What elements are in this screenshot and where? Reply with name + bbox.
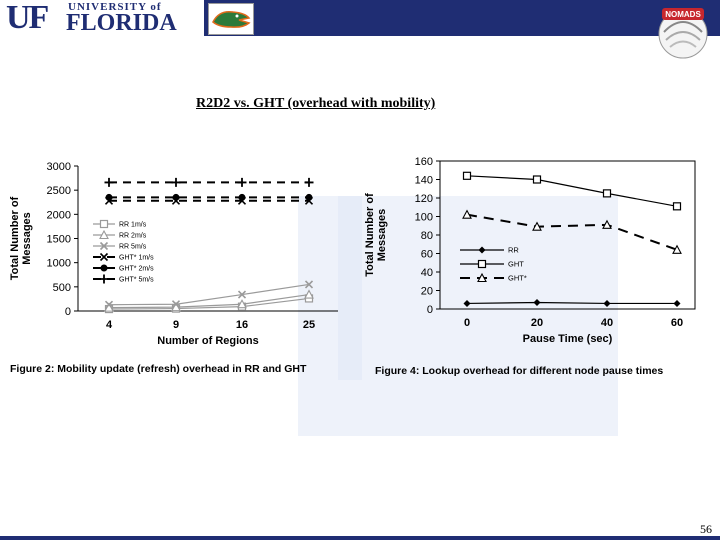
y-axis-label-line1: Total Number of [364, 193, 376, 277]
legend-marker-0 [479, 247, 486, 254]
y-tick-label: 140 [414, 174, 433, 187]
data-point-5 [172, 178, 181, 187]
x-tick-label: 16 [235, 319, 249, 331]
data-point-1 [464, 172, 471, 179]
y-tick-label: 0 [426, 304, 433, 316]
data-point-4 [306, 194, 313, 201]
x-tick-label: 60 [670, 317, 684, 329]
y-tick-label: 60 [420, 248, 433, 261]
data-point-4 [239, 194, 246, 201]
y-tick-label: 20 [420, 285, 433, 298]
y-tick-label: 160 [414, 156, 433, 168]
nomads-logo-icon [654, 2, 712, 62]
legend-marker-5 [100, 275, 109, 284]
y-tick-label: 100 [414, 211, 433, 224]
x-tick-label: 0 [463, 317, 471, 329]
uf-logo-florida: FLORIDA [66, 10, 177, 36]
y-tick-label: 120 [414, 193, 433, 205]
y-tick-label: 500 [52, 281, 71, 294]
data-point-0 [534, 299, 541, 306]
footer-bar [0, 536, 720, 540]
y-tick-label: 3000 [46, 161, 71, 173]
legend-label-4: GHT* 2m/s [119, 265, 154, 273]
x-axis-label: Number of Regions [157, 335, 259, 347]
plot-area [440, 161, 695, 309]
legend-marker-4 [101, 265, 108, 272]
y-tick-label: 2000 [46, 209, 71, 222]
data-point-5 [105, 178, 114, 187]
slide-title: R2D2 vs. GHT (overhead with mobility) [196, 96, 436, 111]
x-tick-label: 9 [172, 319, 180, 331]
data-point-5 [305, 178, 314, 187]
gator-logo-icon [208, 3, 254, 35]
series-line-1 [467, 176, 677, 207]
uf-logo-university-of: UNIVERSITY of [68, 1, 162, 13]
series-line-1 [109, 295, 309, 308]
x-tick-label: 25 [302, 319, 316, 331]
data-point-4 [106, 194, 113, 201]
legend-label-1: GHT [508, 259, 524, 269]
header-bar [0, 0, 720, 36]
y-axis-label-line2: Messages [21, 212, 33, 265]
y-tick-label: 0 [64, 306, 71, 318]
data-point-5 [238, 178, 247, 187]
series-line-0 [467, 303, 677, 304]
series-line-2 [467, 215, 677, 250]
legend-marker-3 [101, 254, 108, 261]
legend-label-0: RR 1m/s [119, 221, 147, 229]
y-tick-label: 80 [420, 230, 433, 242]
x-tick-label: 40 [600, 317, 614, 329]
legend-marker-0 [101, 221, 108, 228]
y-tick-label: 40 [420, 267, 433, 279]
data-point-1 [534, 176, 541, 183]
y-tick-label: 2500 [46, 185, 71, 198]
x-tick-label: 20 [530, 317, 544, 329]
legend-label-5: GHT* 5m/s [119, 276, 154, 284]
legend-label-1: RR 2m/s [119, 232, 147, 240]
y-tick-label: 1500 [46, 233, 71, 246]
x-tick-label: 4 [105, 319, 113, 331]
data-point-0 [464, 300, 471, 307]
uf-logo-mark: UF [6, 0, 48, 36]
x-axis-label: Pause Time (sec) [522, 333, 613, 345]
figure-2-chart [5, 157, 350, 382]
data-point-0 [604, 300, 611, 307]
legend-label-2: RR 5m/s [119, 243, 147, 251]
data-point-1 [674, 203, 681, 210]
data-point-0 [674, 300, 681, 307]
legend-label-0: RR [508, 245, 519, 255]
legend-label-2: GHT* [508, 273, 527, 283]
legend-marker-1 [479, 261, 486, 268]
figure-4-chart [360, 152, 705, 377]
page-number: 56 [700, 522, 712, 536]
figure-caption: Figure 4: Lookup overhead for different node pause times [375, 365, 664, 377]
y-axis-label-line2: Messages [376, 208, 388, 262]
nomads-logo-text: NOMADS [665, 10, 701, 19]
data-point-1 [604, 190, 611, 197]
data-point-4 [173, 194, 180, 201]
uf-logo [0, 0, 204, 36]
legend-label-3: GHT* 1m/s [119, 254, 154, 262]
data-point-1 [305, 291, 313, 299]
figure-caption: Figure 2: Mobility update (refresh) overhead in RR and GHT [10, 363, 307, 375]
y-axis-label-line1: Total Number of [9, 196, 21, 281]
y-tick-label: 1000 [46, 257, 71, 270]
